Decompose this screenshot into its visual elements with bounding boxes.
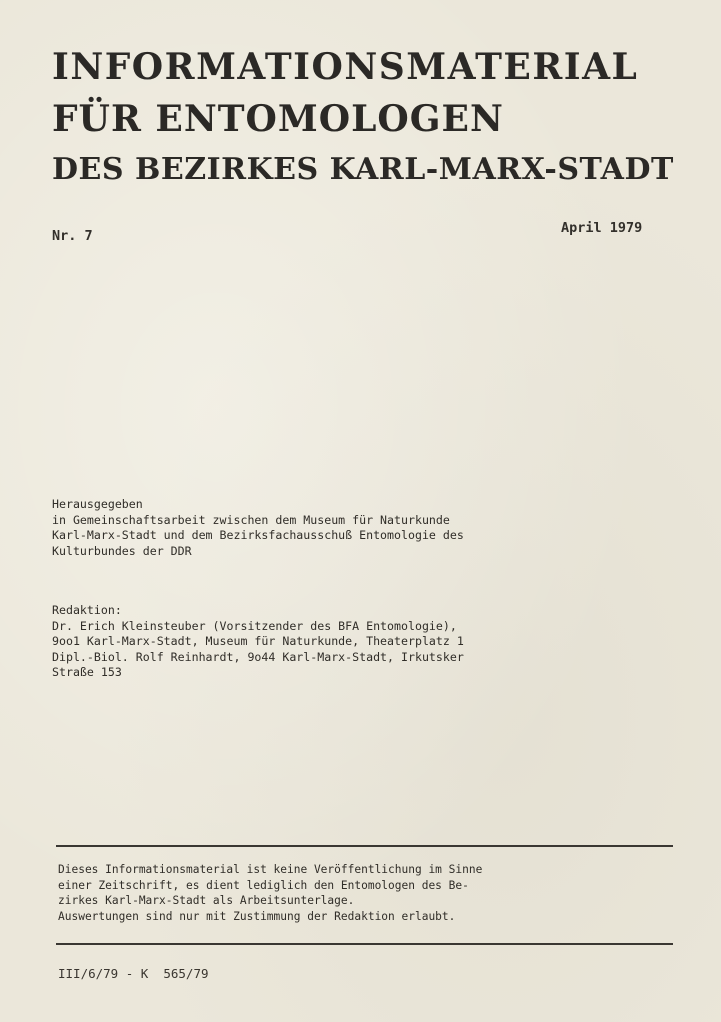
editorial-heading: Redaktion: [52, 603, 122, 617]
publisher-line: Herausgegeben [52, 497, 143, 511]
publisher-statement [52, 497, 464, 559]
usage-notice [58, 862, 482, 924]
masthead-title-line-3: DES BEZIRKES KARL-MARX-STADT [52, 152, 674, 187]
editorial-line: Dipl.-Biol. Rolf Reinhardt, 9o44 Karl-Marx-Stadt, Irkutsker [52, 649, 464, 664]
notice-line: einer Zeitschrift, es dient lediglich den Entomologen des Be- [58, 878, 469, 892]
publisher-line: in Gemeinschaftsarbeit zwischen dem Museum für Naturkunde [52, 512, 450, 527]
print-imprint: III/6/79 - K 565/79 [58, 966, 209, 981]
masthead-title-line-2: FÜR ENTOMOLOGEN [52, 98, 504, 140]
publisher-line: Kulturbundes der DDR [52, 543, 192, 558]
issue-date: April 1979 [561, 220, 643, 236]
divider-bottom [56, 943, 673, 945]
editorial-line: Straße 153 [52, 665, 122, 679]
editorial-line: 9oo1 Karl-Marx-Stadt, Museum für Naturkunde, Theaterplatz 1 [52, 634, 464, 648]
editorial-board [52, 603, 464, 681]
publisher-line: Karl-Marx-Stadt und dem Bezirksfachausschuß Entomologie des [52, 528, 464, 542]
notice-line: Auswertungen sind nur mit Zustimmung der Redaktion erlaubt. [58, 909, 456, 923]
masthead-title-line-1: INFORMATIONSMATERIAL [52, 46, 639, 88]
editorial-line: Dr. Erich Kleinsteuber (Vorsitzender des BFA Entomologie), [52, 618, 457, 633]
issue-number: Nr. 7 [52, 228, 93, 244]
divider-top [56, 845, 673, 847]
notice-line: zirkes Karl-Marx-Stadt als Arbeitsunterlage. [58, 894, 355, 907]
notice-line: Dieses Informationsmaterial ist keine Veröffentlichung im Sinne [58, 863, 483, 876]
